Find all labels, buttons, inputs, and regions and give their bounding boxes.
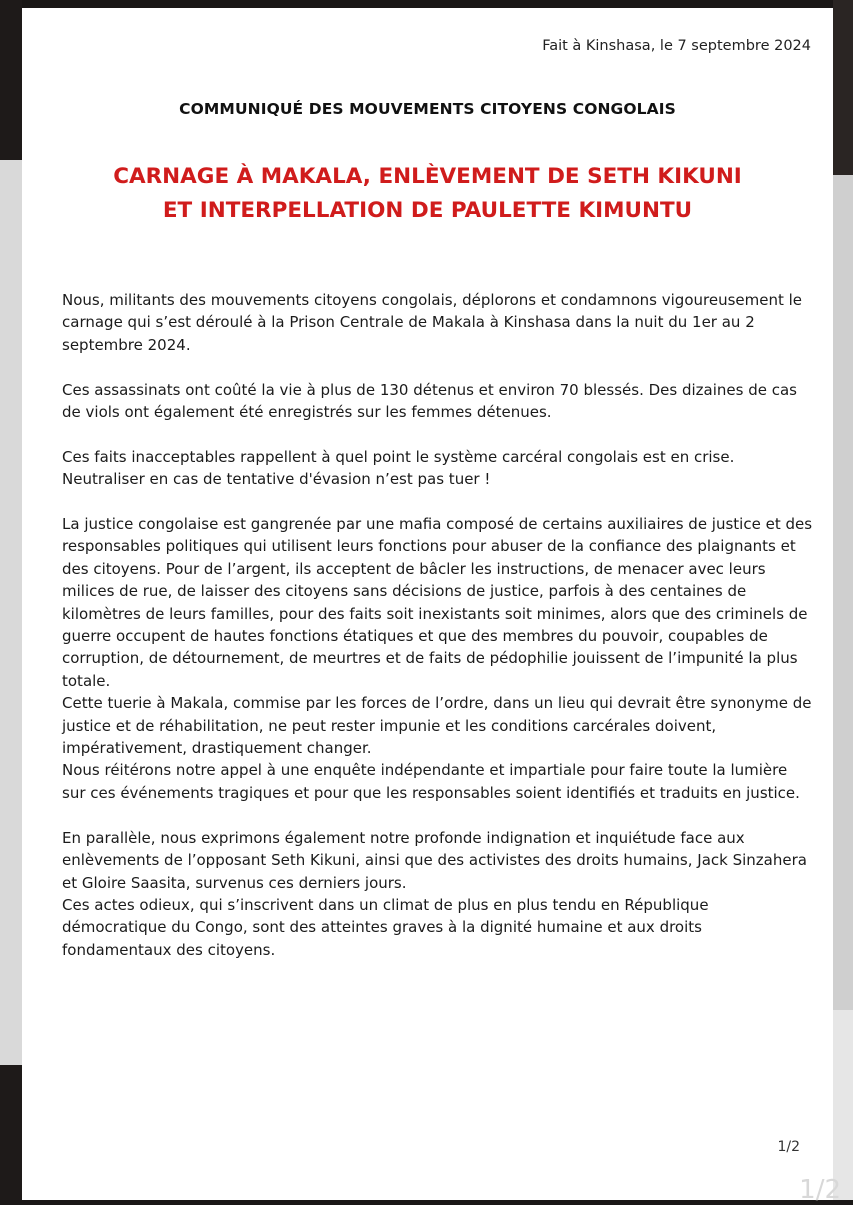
background-right-band [833,1010,853,1200]
background-left-light [0,160,22,1065]
communique-header: COMMUNIQUÉ DES MOUVEMENTS CITOYENS CONGOLAIS [179,100,676,118]
date-line: Fait à Kinshasa, le 7 septembre 2024 [542,38,811,54]
title-line-2: ET INTERPELLATION DE PAULETTE KIMUNTU [162,198,693,223]
paragraph: La justice congolaise est gangrenée par une mafia composé de certains auxiliaires de justice et des responsables politiques qui utilisent leurs fonctions pour abuser de la confiance des plaignants et des citoyens. Pour de l’argent, ils acceptent de bâcler les instructions, de menacer avec leurs milices de rue, de laisser des citoyens sans décisions de justice, parfois à des centaines de kilomètres de leurs familles, pour des faits soit inexistants soit minimes, alors que des criminels de guerre occupent de hautes fonctions étatiques et que des membres du pouvoir, coupables de corruption, de détournement, de meurtres et de faits de pédophilie jouissent de l’impunité la plus totale. [62,515,813,690]
document-page [22,8,833,1200]
document-body [62,289,814,961]
paragraph: Ces faits inacceptables rappellent à quel point le système carcéral congolais est en crise. Neutraliser en cas de tentative d'évasion n’est pas tuer ! [62,447,735,489]
page-indicator-overlay: 1/2 [799,1175,841,1205]
paragraph: Cette tuerie à Makala, commise par les forces de l’ordre, dans un lieu qui devrait être synonyme de justice et de réhabilitation, ne peut rester impunie et les conditions carcérales doivent, impérativement, drastiquement changer. [62,694,812,758]
background-right-dark [833,0,853,175]
paragraph: Nous réitérons notre appel à une enquête indépendante et impartiale pour faire toute la lumière sur ces événements tragiques et pour que les responsables soient identifiés et traduits en justice. [62,761,800,802]
page-number: 1/2 [777,1139,800,1155]
paragraph: Ces actes odieux, qui s’inscrivent dans un climat de plus en plus tendu en République démocratique du Congo, sont des atteintes graves à la dignité humaine et aux droits fondamentaux des citoyens. [62,895,709,959]
title-line-1: CARNAGE À MAKALA, ENLÈVEMENT DE SETH KIKUNI [113,164,742,189]
paragraph: Ces assassinats ont coûté la vie à plus de 130 détenus et environ 70 blessés. Des dizaines de cas de viols ont également été enregistrés sur les femmes détenues. [62,380,797,422]
document-title [22,160,833,228]
paragraph: Nous, militants des mouvements citoyens congolais, déplorons et condamnons vigoureusement le carnage qui s’est déroulé à la Prison Centrale de Makala à Kinshasa dans la nuit du 1er au 2 septembre 2024. [62,291,803,354]
paragraph: En parallèle, nous exprimons également notre profonde indignation et inquiétude face aux enlèvements de l’opposant Seth Kikuni, ainsi que des activistes des droits humains, Jack Sinzahera et Gloire Saasita, survenus ces derniers jours. [62,828,807,892]
